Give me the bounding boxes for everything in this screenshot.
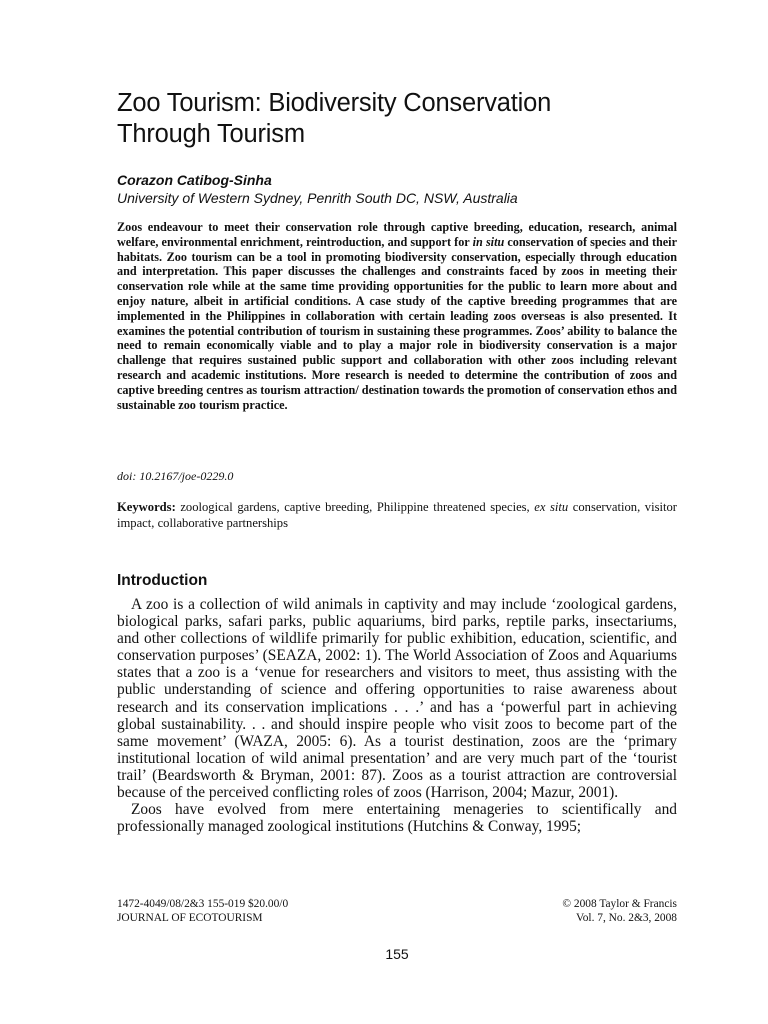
footer-volume: Vol. 7, No. 2&3, 2008 — [575, 912, 677, 924]
title-line-1: Zoo Tourism: Biodiversity Conservation — [117, 89, 552, 117]
paragraph: Zoos have evolved from mere entertaining menageries to scientifically and professionally managed zoological institutions (Hutchins & Conway, 1995; — [117, 801, 677, 836]
article-title — [117, 88, 677, 150]
abstract-italic-term: in situ — [472, 234, 505, 249]
footer-journal: JOURNAL OF ECOTOURISM — [117, 912, 263, 924]
title-line-2: Through Tourism — [117, 120, 305, 148]
paragraph: A zoo is a collection of wild animals in captivity and may include ‘zoological gardens, biological parks, safari parks, public aquariums, bird parks, reptile parks, insectariums, and other collections of wildlife primarily for public exhibition, education, scientific, and conservation purposes’ (SEAZA, 2002: 1). The World Association of Zoos and Aquariums states that a zoo is a ‘venue for researchers and visitors to meet, thus assisting with the public understanding of science and offering opportunities to raise awareness about research and its conservation implications . . .’ and has a ‘powerful part in achieving global sustainability. . . and should inspire people who visit zoos to become part of the same movement’ (WAZA, 2005: 6). As a tourist destination, zoos are the ‘primary institutional location of wild animal presentation’ and are very much part of the ‘tourist trail’ (Beardsworth & Bryman, 2001: 87). Zoos as a tourist attraction are controversial because of the perceived conflicting roles of zoos (Harrison, 2004; Mazur, 2001). — [117, 596, 677, 802]
abstract-part-1: Zoos endeavour to meet their conservation role through captive breeding, education, research, animal welfare, environmental enrichment, reintroduction, and support for — [117, 220, 677, 249]
author-affiliation: University of Western Sydney, Penrith South DC, NSW, Australia — [117, 190, 518, 206]
abstract — [117, 220, 677, 412]
keywords-label: Keywords: — [117, 500, 176, 514]
keywords-part-1: zoological gardens, captive breeding, Philippine threatened species, — [175, 500, 535, 514]
footer-left — [117, 897, 288, 925]
author-name: Corazon Catibog-Sinha — [117, 172, 272, 188]
abstract-part-2: conservation of species and their habitats. Zoo tourism can be a tool in promoting biodiversity conservation, especially through education and interpretation. This paper discusses the challenges and constraints faced by zoos in meeting their conservation role while at the same time providing opportunities for the public to learn more about and enjoy nature, albeit in artificial conditions. A case study of the captive breeding programmes that are implemented in the Philippines in collaboration with certain leading zoos overseas is also presented. It examines the potential contribution of tourism in sustaining these programmes. Zoos’ ability to balance the need to remain economically viable and to play a major role in biodiversity conservation is a major challenge that requires sustained public support and collaboration with other zoos including relevant research and academic institutions. More research is needed to determine the contribution of zoos and captive breeding centres as tourism attraction/ destination towards the promotion of conservation ethos and sustainable zoo tourism practice. — [117, 234, 677, 412]
doi: doi: 10.2167/joe-0229.0 — [117, 469, 234, 483]
footer-right — [562, 897, 677, 925]
footer-copyright: © 2008 Taylor & Francis — [562, 898, 677, 910]
section-heading: Introduction — [117, 572, 208, 589]
footer-issn: 1472-4049/08/2&3 155-019 $20.00/0 — [117, 898, 289, 910]
keywords — [117, 500, 677, 531]
article-page — [117, 0, 677, 1024]
keywords-italic-term: ex situ — [534, 500, 569, 514]
page-number: 155 — [385, 946, 409, 962]
keywords-part-2: conservation, visitor impact, collaborative partnerships — [117, 500, 677, 530]
introduction-body — [117, 596, 677, 835]
